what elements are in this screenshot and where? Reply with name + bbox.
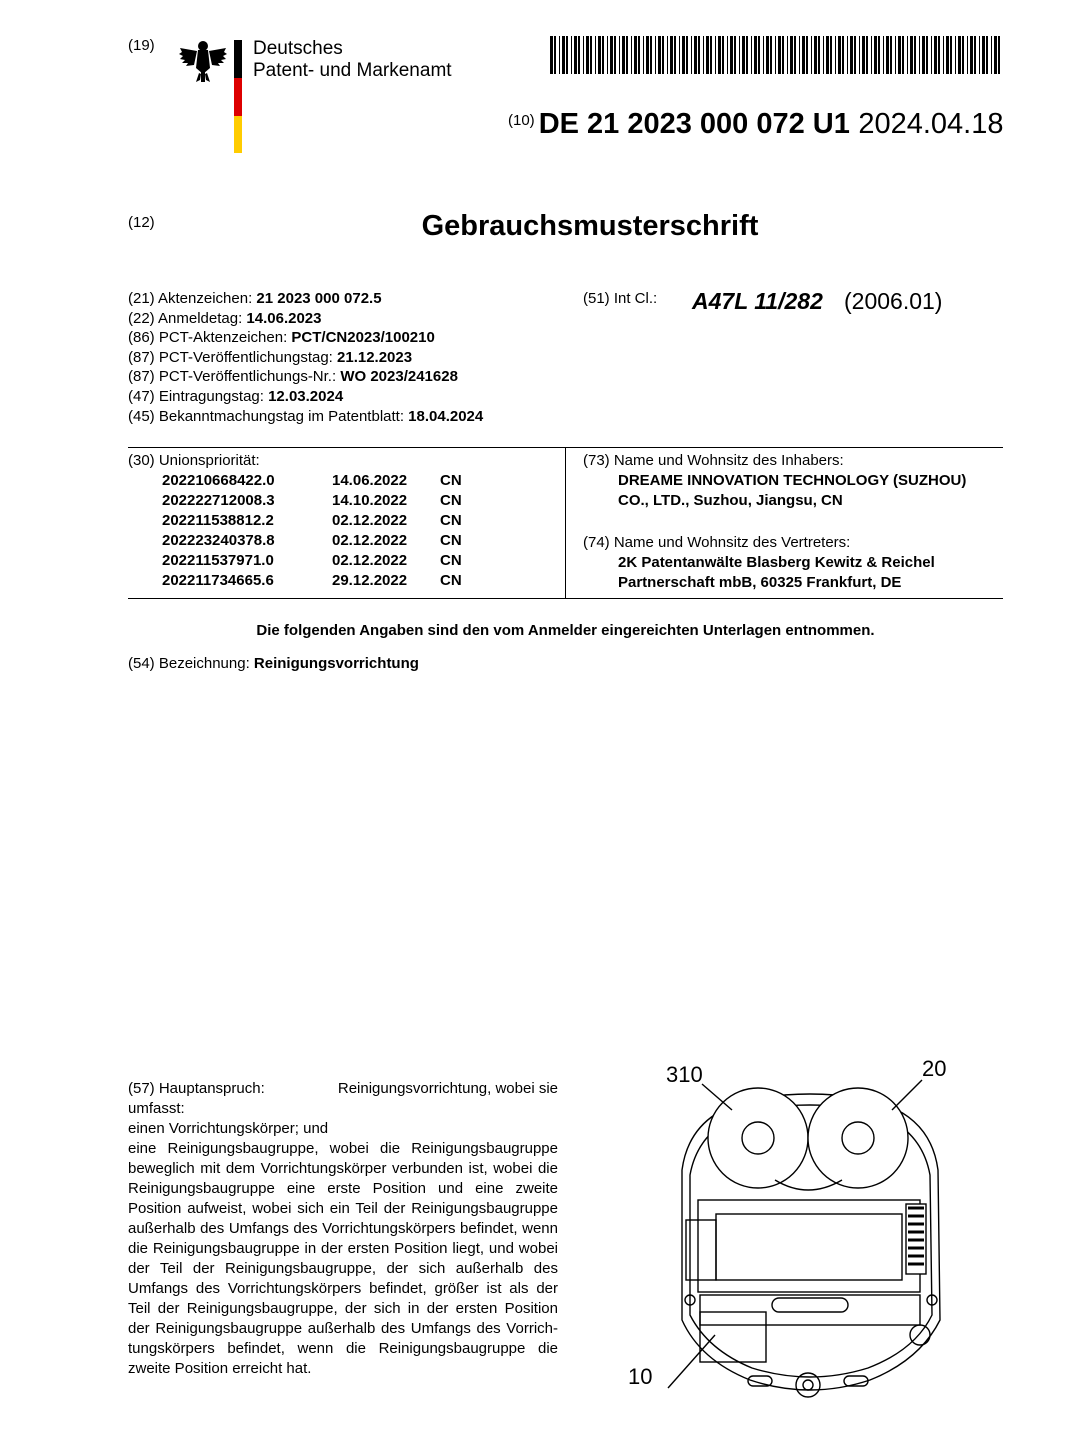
handle-slot <box>772 1298 848 1312</box>
barcode-bar <box>667 36 668 74</box>
priority-number: 202211538812.2 <box>162 512 274 529</box>
barcode-bar <box>698 36 700 74</box>
barcode-bar <box>826 36 829 74</box>
owner-line1: DREAME INNOVATION TECHNOLOGY (SUZHOU) <box>618 472 967 489</box>
priority-date: 14.06.2022 <box>332 472 408 489</box>
flag-stripe-black <box>234 40 242 78</box>
barcode-bar <box>778 36 781 74</box>
barcode-bar <box>727 36 728 74</box>
barcode-bar <box>842 36 844 74</box>
barcode-bar <box>802 36 805 74</box>
barcode-bar <box>931 36 932 74</box>
barcode-bar <box>910 36 913 74</box>
label-310: 310 <box>666 1062 703 1087</box>
barcode-bar <box>806 36 808 74</box>
barcode-bar <box>850 36 853 74</box>
inid-code-12: (12) <box>128 214 155 231</box>
barcode-bar <box>926 36 928 74</box>
priority-row <box>162 491 482 511</box>
barcode-bar <box>634 36 637 74</box>
barcode-bar <box>766 36 769 74</box>
barcode-bar <box>958 36 961 74</box>
barcode-bar <box>994 36 997 74</box>
barcode-bar <box>598 36 601 74</box>
barcode-bar <box>550 36 553 74</box>
barcode-bar <box>847 36 848 74</box>
barcode-bar <box>830 36 832 74</box>
classification-version: (2006.01) <box>844 288 943 314</box>
biblio-value: WO 2023/241628 <box>340 368 458 386</box>
biblio-value: 12.03.2024 <box>268 387 344 405</box>
priority-row <box>162 531 482 551</box>
barcode-bar <box>710 36 712 74</box>
barcode-bar <box>883 36 884 74</box>
claim-first-text: Reinigungsvorrichtung, wobei sie <box>337 1080 558 1097</box>
document-type-title: Gebrauchsmusterschrift <box>421 210 759 242</box>
barcode-bar <box>622 36 625 74</box>
designation-value: Reinigungsvorrichtung <box>253 655 419 672</box>
biblio-label: (22) Anmeldetag: <box>128 309 247 327</box>
leader-20 <box>892 1080 922 1110</box>
label-10: 10 <box>628 1364 653 1389</box>
priority-number: 202223240378.8 <box>162 532 275 549</box>
barcode-bar <box>982 36 985 74</box>
claim-label: (57) Hauptanspruch: <box>128 1080 265 1097</box>
claim-line3: einen Vorrichtungskörper; und <box>128 1120 329 1137</box>
flag-stripe-gold <box>234 116 242 153</box>
barcode-bar <box>818 36 820 74</box>
classification-code: A47L 11/282 <box>692 288 823 314</box>
barcode-bar <box>586 36 589 74</box>
barcode-bar <box>758 36 760 74</box>
representative-line1: 2K Patentanwälte Blasberg Kewitz & Reichel <box>618 554 935 571</box>
barcode-bar <box>554 36 556 74</box>
document-number-line <box>508 108 1003 141</box>
office-name-line2: Patent- und Markenamt <box>253 60 452 81</box>
barcode-bar <box>562 36 565 74</box>
biblio-label: (45) Bekanntmachungstag im Patentblatt: <box>128 407 409 425</box>
barcode-bar <box>662 36 664 74</box>
barcode-bar <box>715 36 716 74</box>
owner-label: (73) Name und Wohnsitz des Inhabers: <box>583 452 844 469</box>
barcode-bar <box>706 36 709 74</box>
barcode-bar <box>739 36 740 74</box>
flag-stripe-red <box>234 78 242 116</box>
designation <box>128 654 419 674</box>
owner-line2: CO., LTD., Suzhou, Jiangsu, CN <box>618 492 843 509</box>
barcode-bar <box>878 36 880 74</box>
barcode-bar <box>890 36 892 74</box>
barcode-bar <box>602 36 604 74</box>
barcode-bar <box>674 36 676 74</box>
barcode-bar <box>986 36 988 74</box>
barcode-bar <box>658 36 661 74</box>
claim-line2: umfasst: <box>128 1100 185 1117</box>
office-name-line1: Deutsches <box>253 38 343 59</box>
barcode-bar <box>782 36 784 74</box>
barcode-bar <box>574 36 577 74</box>
barcode-bar <box>578 36 580 74</box>
biblio-label: (86) PCT-Aktenzeichen: <box>128 329 292 347</box>
barcode-bar <box>919 36 920 74</box>
barcode-bar <box>814 36 817 74</box>
barcode-bar <box>730 36 733 74</box>
bibliographic-list <box>128 289 568 426</box>
table-divider <box>565 447 566 599</box>
dust-box <box>700 1312 766 1362</box>
barcode-bar <box>631 36 632 74</box>
table-bottom-rule <box>128 598 1003 599</box>
barcode-bar <box>614 36 616 74</box>
barcode-bar <box>938 36 940 74</box>
barcode-bar <box>595 36 596 74</box>
priority-date: 02.12.2022 <box>332 512 408 529</box>
biblio-value: 18.04.2024 <box>408 407 484 425</box>
biblio-value: 21 2023 000 072.5 <box>256 290 382 307</box>
inid-code-19: (19) <box>128 37 155 54</box>
classification-label: (51) Int Cl.: <box>583 290 658 307</box>
designation-label: (54) Bezeichnung: <box>128 655 254 672</box>
claim-body: eine Reinigungsbaugruppe, wobei die Reinigungsbaugruppe beweglich mit dem Vorrichtungskörper verbunden ist, wobei die Reinigungsbaugruppe eine erste Position und eine zweite Position aufweist, wobei sich ein Teil der Reinigungsbaugruppe außerhalb des Umfangs des Vorrichtungskörpers befindet, wenn die Reinigungsbaugruppe in der ersten Position liegt, und wobei der Teil der Reinigungsbaugruppe, der sich außerhalb des Umfangs des Vorrichtungskörpers befindet, größer ist als der Teil der Reinigungsbaugruppe, der sich in der ersten Position der Reinigungsbaugruppe außerhalb des Umfangs des Vorrichtungskörpers befindet, wenn die Reinigungsbaugruppe die zweite Position erreicht hat. <box>128 1140 558 1377</box>
priority-label: (30) Unionspriorität: <box>128 452 260 469</box>
barcode-bar <box>898 36 901 74</box>
biblio-value: PCT/CN2023/100210 <box>291 329 435 347</box>
barcode-bar <box>643 36 644 74</box>
barcode-bar <box>734 36 736 74</box>
biblio-value: 14.06.2023 <box>246 309 322 327</box>
leader-310 <box>702 1084 732 1110</box>
front-wheel-hub <box>803 1380 813 1390</box>
priority-country: CN <box>440 552 462 569</box>
priority-country: CN <box>440 492 462 509</box>
barcode-bar <box>694 36 697 74</box>
barcode-bar <box>650 36 652 74</box>
priority-row <box>162 471 482 491</box>
barcode-bar <box>691 36 692 74</box>
barcode-bar <box>974 36 976 74</box>
barcode-bar <box>590 36 592 74</box>
barcode-bar <box>874 36 877 74</box>
barcode-bar <box>722 36 724 74</box>
biblio-row <box>128 348 568 368</box>
barcode-bar <box>871 36 872 74</box>
barcode-bar <box>775 36 776 74</box>
barcode-bar <box>962 36 964 74</box>
barcode-bar <box>862 36 865 74</box>
biblio-label: (21) Aktenzeichen: <box>128 290 257 307</box>
priority-country: CN <box>440 512 462 529</box>
barcode-bar <box>670 36 673 74</box>
label-20: 20 <box>922 1056 947 1081</box>
priority-date: 02.12.2022 <box>332 532 408 549</box>
barcode-bar <box>763 36 764 74</box>
barcode-bar <box>823 36 824 74</box>
barcode-bar <box>991 36 992 74</box>
inid-code-10: (10) <box>508 112 535 129</box>
barcode-bar <box>838 36 841 74</box>
barcode-bar <box>955 36 956 74</box>
priority-date: 14.10.2022 <box>332 492 408 509</box>
applicant-notice: Die folgenden Angaben sind den vom Anmelder eingereichten Unterlagen entnommen. <box>256 622 875 639</box>
barcode-bar <box>686 36 688 74</box>
barcode-bar <box>610 36 613 74</box>
patent-drawing <box>620 1050 1000 1430</box>
document-date: 2024.04.18 <box>858 108 1004 140</box>
barcode <box>550 36 1002 74</box>
barcode-bar <box>934 36 937 74</box>
barcode-bar <box>607 36 608 74</box>
biblio-row <box>128 289 568 309</box>
barcode-bar <box>794 36 796 74</box>
priority-row <box>162 511 482 531</box>
caster-wheel <box>910 1325 930 1345</box>
biblio-row <box>128 407 568 427</box>
barcode-bar <box>787 36 788 74</box>
barcode-bar <box>967 36 968 74</box>
barcode-bar <box>859 36 860 74</box>
priority-number: 202222712008.3 <box>162 492 275 509</box>
barcode-bar <box>907 36 908 74</box>
barcode-bar <box>751 36 752 74</box>
barcode-bar <box>742 36 745 74</box>
barcode-bar <box>754 36 757 74</box>
representative-line2: Partnerschaft mbB, 60325 Frankfurt, DE <box>618 574 902 591</box>
barcode-bar <box>811 36 812 74</box>
barcode-bar <box>922 36 925 74</box>
biblio-value: 21.12.2023 <box>337 348 413 366</box>
barcode-bar <box>854 36 856 74</box>
barcode-bar <box>886 36 889 74</box>
barcode-bar <box>950 36 952 74</box>
biblio-row <box>128 309 568 329</box>
priority-country: CN <box>440 532 462 549</box>
barcode-bar <box>583 36 584 74</box>
barcode-bar <box>559 36 560 74</box>
claim-first-line <box>128 1079 558 1099</box>
priority-row <box>162 571 482 591</box>
barcode-bar <box>914 36 916 74</box>
barcode-bar <box>979 36 980 74</box>
barcode-bar <box>790 36 793 74</box>
barcode-bar <box>638 36 640 74</box>
biblio-label: (87) PCT-Veröffentlichungstag: <box>128 348 338 366</box>
priority-number: 202211537971.0 <box>162 552 274 569</box>
barcode-bar <box>998 36 1000 74</box>
barcode-bar <box>746 36 748 74</box>
barcode-bar <box>718 36 721 74</box>
barcode-bar <box>646 36 649 74</box>
barcode-bar <box>682 36 685 74</box>
lower-plate <box>700 1295 920 1325</box>
priority-row <box>162 551 482 571</box>
priority-number: 202211734665.6 <box>162 572 274 589</box>
priority-number: 202210668422.0 <box>162 472 275 489</box>
priority-country: CN <box>440 472 462 489</box>
roller-link <box>775 1180 842 1190</box>
barcode-bar <box>902 36 904 74</box>
priority-country: CN <box>440 572 462 589</box>
barcode-bar <box>946 36 949 74</box>
document-number: DE 21 2023 000 072 U1 <box>538 108 850 140</box>
barcode-bar <box>655 36 656 74</box>
barcode-bar <box>943 36 944 74</box>
federal-eagle-icon <box>178 38 228 84</box>
brush-bay-inner <box>716 1214 902 1280</box>
barcode-bar <box>770 36 772 74</box>
barcode-bar <box>679 36 680 74</box>
biblio-row <box>128 367 568 387</box>
roller-right <box>808 1088 908 1188</box>
biblio-label: (47) Eintragungstag: <box>128 387 269 405</box>
barcode-bar <box>895 36 896 74</box>
barcode-bar <box>835 36 836 74</box>
biblio-row <box>128 328 568 348</box>
barcode-bar <box>866 36 868 74</box>
main-claim <box>128 1079 558 1379</box>
barcode-bar <box>626 36 628 74</box>
barcode-bar <box>799 36 800 74</box>
barcode-bar <box>571 36 572 74</box>
priority-date: 02.12.2022 <box>332 552 408 569</box>
barcode-bar <box>566 36 568 74</box>
representative-label: (74) Name und Wohnsitz des Vertreters: <box>583 534 851 551</box>
barcode-bar <box>619 36 620 74</box>
priority-date: 29.12.2022 <box>332 572 408 589</box>
biblio-row <box>128 387 568 407</box>
barcode-bar <box>970 36 973 74</box>
biblio-label: (87) PCT-Veröffentlichungs-Nr.: <box>128 368 341 386</box>
barcode-bar <box>703 36 704 74</box>
